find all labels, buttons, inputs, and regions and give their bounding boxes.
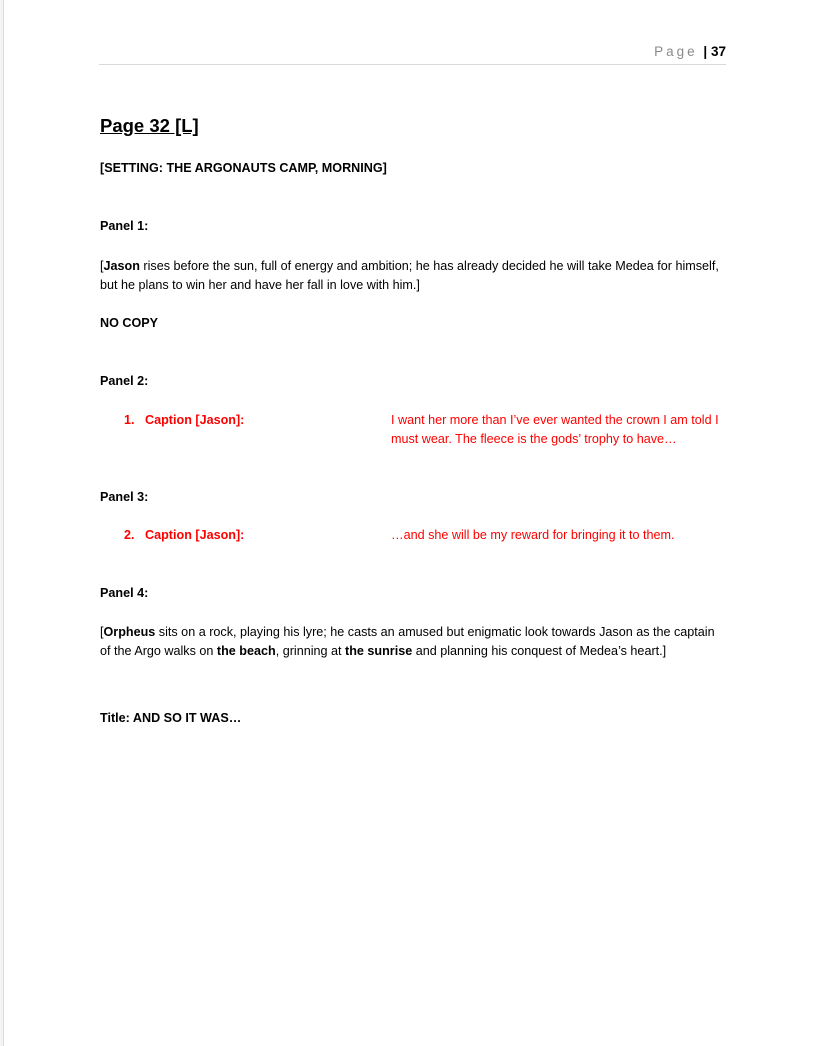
caption-1-label: [124, 411, 244, 430]
caption-2-number: 2.: [124, 528, 135, 542]
page-separator: |: [703, 44, 708, 59]
panel-4-description-part-1: sits on a rock, playing his lyre; he casts an amused but enigmatic look towards Jason as the captain of the Argo walks on: [100, 625, 715, 658]
caption-2-text: …and she will be my reward for bringing it to them.: [391, 528, 675, 542]
panel-1-heading: Panel 1:: [100, 219, 149, 233]
setting-line: [SETTING: THE ARGONAUTS CAMP, MORNING]: [100, 161, 387, 175]
panel-1-description: [100, 257, 726, 295]
page-word: Page: [654, 44, 698, 59]
title-line: Title: AND SO IT WAS…: [100, 711, 242, 725]
caption-1-speaker: Caption [Jason]:: [145, 413, 245, 427]
panel-1-description-text: rises before the sun, full of energy and ambition; he has already decided he will take Medea for himself, but he plans to win her and have her fall in love with him.]: [100, 259, 719, 292]
page-number: 37: [710, 44, 726, 59]
desc-open-bracket: [: [100, 625, 104, 639]
location-the-beach: the beach: [216, 644, 276, 658]
character-name-jason: Jason: [103, 259, 140, 273]
no-copy-label: NO COPY: [100, 316, 159, 330]
document-page: [3, 0, 819, 1046]
panel-4-heading: Panel 4:: [100, 586, 149, 600]
page-header: [99, 44, 726, 65]
panel-4-description-part-3: and planning his conquest of Medea’s heart.]: [412, 644, 667, 658]
desc-open-bracket: [: [100, 259, 104, 273]
caption-2-label: [124, 526, 244, 545]
character-name-orpheus: Orpheus: [103, 625, 156, 639]
page-title: Page 32 [L]: [100, 115, 199, 136]
caption-1-text: I want her more than I’ve ever wanted the crown I am told I must wear. The fleece is the gods’ trophy to have…: [391, 413, 719, 446]
caption-1-number: 1.: [124, 413, 135, 427]
panel-2-heading: Panel 2:: [100, 374, 149, 388]
panel-4-description-part-2: , grinning at: [275, 644, 346, 658]
caption-2-speaker: Caption [Jason]:: [145, 528, 245, 542]
panel-4-description: [100, 623, 726, 661]
page-number-label: [654, 44, 726, 59]
panel-3-heading: Panel 3:: [100, 490, 149, 504]
element-the-sunrise: the sunrise: [345, 644, 413, 658]
